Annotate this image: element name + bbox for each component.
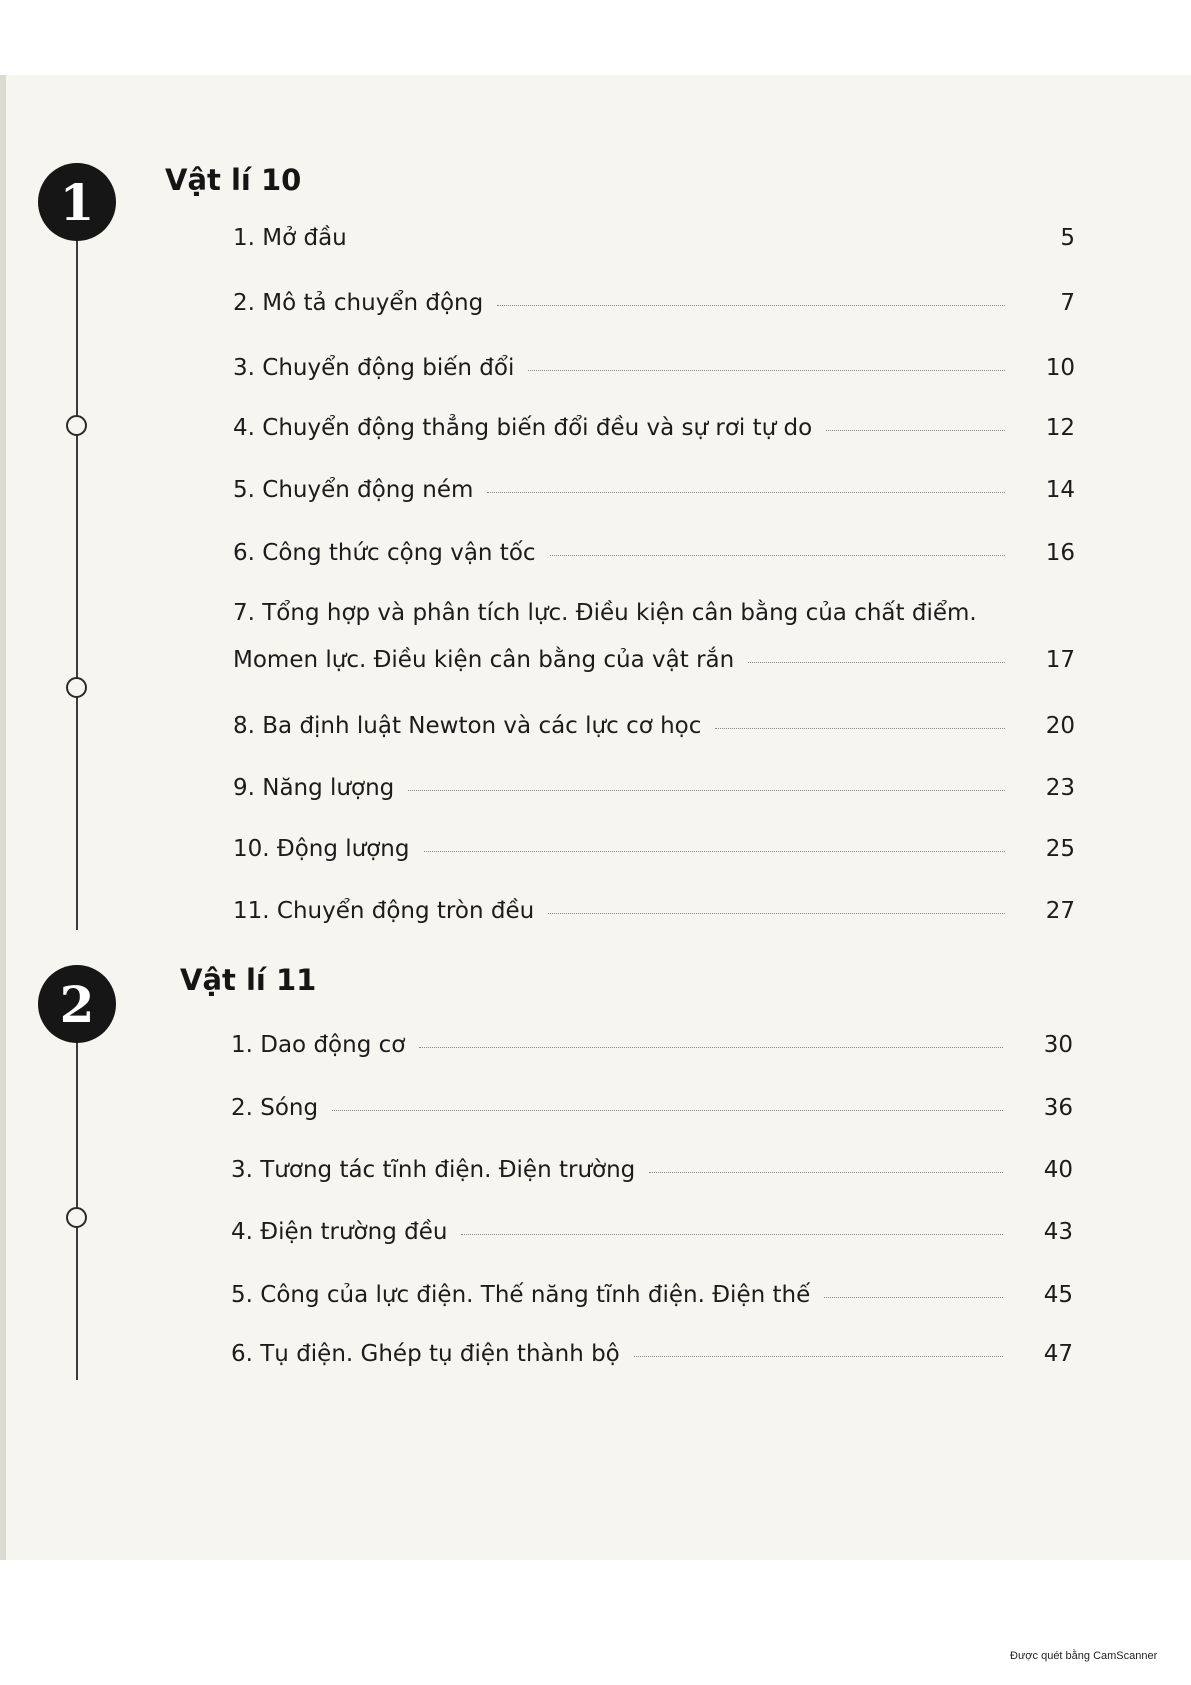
dot-leader [550,555,1005,556]
toc-page-number: 27 [1045,898,1075,924]
toc-entry-label: 11. Chuyển động tròn đều [233,898,535,924]
toc-entry-label: 10. Động lượng [233,836,410,862]
timeline-line-section-2 [76,1005,78,1380]
toc-page-number: 5 [1060,225,1075,251]
dot-leader [528,370,1005,371]
toc-entry-label: 9. Năng lượng [233,775,395,801]
section-number-badge: 1 [38,163,116,241]
toc-entry[interactable] [233,775,1075,801]
toc-page-number: 14 [1045,477,1075,503]
toc-entry-label: 4. Điện trường đều [231,1219,448,1245]
toc-entry-label: 2. Sóng [231,1095,319,1121]
dot-leader [487,492,1005,493]
toc-entry-label: 4. Chuyển động thẳng biến đổi đều và sự rơi tự do [233,415,813,441]
toc-entry[interactable] [233,647,1075,673]
dot-leader [461,1234,1003,1235]
toc-entry-label: 3. Chuyển động biến đổi [233,355,515,381]
toc-entry-label: 3. Tương tác tĩnh điện. Điện trường [231,1157,636,1183]
toc-page-number: 17 [1045,647,1075,673]
toc-page-number: 45 [1043,1282,1073,1308]
toc-entry[interactable] [233,836,1075,862]
toc-entry-label: 5. Chuyển động ném [233,477,474,503]
toc-entry[interactable] [233,355,1075,381]
dot-leader [649,1172,1003,1173]
toc-entry[interactable] [233,713,1075,739]
toc-entry[interactable] [233,415,1075,441]
dot-leader [715,728,1005,729]
dot-leader [748,662,1005,663]
timeline-node [66,677,87,698]
section-title: Vật lí 10 [165,163,302,197]
toc-entry[interactable] [233,477,1075,503]
toc-page-number: 40 [1043,1157,1073,1183]
dot-leader [548,913,1005,914]
timeline-node [66,415,87,436]
toc-page-number: 23 [1045,775,1075,801]
dot-leader [361,240,1005,241]
toc-entry[interactable] [233,225,1075,251]
toc-page-number: 43 [1043,1219,1073,1245]
toc-page-number: 47 [1043,1341,1073,1367]
page-edge-shadow [0,75,6,1560]
dot-leader [824,1297,1003,1298]
toc-entry[interactable] [231,1219,1073,1245]
toc-page-number: 36 [1043,1095,1073,1121]
toc-entry-label: 6. Tụ điện. Ghép tụ điện thành bộ [231,1341,620,1367]
toc-entry-label: 6. Công thức cộng vận tốc [233,540,536,566]
section-title: Vật lí 11 [180,963,317,997]
toc-page-number: 25 [1045,836,1075,862]
toc-entry[interactable] [231,1157,1073,1183]
toc-page-number: 30 [1043,1032,1073,1058]
dot-leader [332,1110,1003,1111]
dot-leader [408,790,1005,791]
toc-entry-label: 5. Công của lực điện. Thế năng tĩnh điện. Điện thế [231,1282,811,1308]
dot-leader [634,1356,1003,1357]
toc-entry[interactable] [231,1095,1073,1121]
toc-entry[interactable] [231,1341,1073,1367]
toc-page-number: 10 [1045,355,1075,381]
toc-entry[interactable] [231,1282,1073,1308]
scanner-watermark: Được quét bằng CamScanner [1010,1650,1158,1662]
toc-entry-label: 2. Mô tả chuyển động [233,290,484,316]
dot-leader [826,430,1005,431]
toc-entry-label: 1. Dao động cơ [231,1032,406,1058]
timeline-line-section-1 [76,205,78,930]
toc-page-number: 7 [1060,290,1075,316]
toc-entry[interactable] [233,290,1075,316]
toc-entry[interactable] [231,1032,1073,1058]
toc-page-number: 20 [1045,713,1075,739]
dot-leader [424,851,1006,852]
toc-entry-label: Momen lực. Điều kiện cân bằng của vật rắn [233,647,735,673]
toc-page-number: 16 [1045,540,1075,566]
toc-entry-label: 1. Mở đầu [233,225,347,251]
toc-entry[interactable] [233,898,1075,924]
timeline-node [66,1207,87,1228]
toc-page-number: 12 [1045,415,1075,441]
toc-entry-label: 8. Ba định luật Newton và các lực cơ học [233,713,702,739]
toc-entry-label-line1: 7. Tổng hợp và phân tích lực. Điều kiện cân bằng của chất điểm. [233,600,977,626]
section-number-badge: 2 [38,965,116,1043]
dot-leader [497,305,1005,306]
dot-leader [419,1047,1003,1048]
toc-entry[interactable] [233,540,1075,566]
